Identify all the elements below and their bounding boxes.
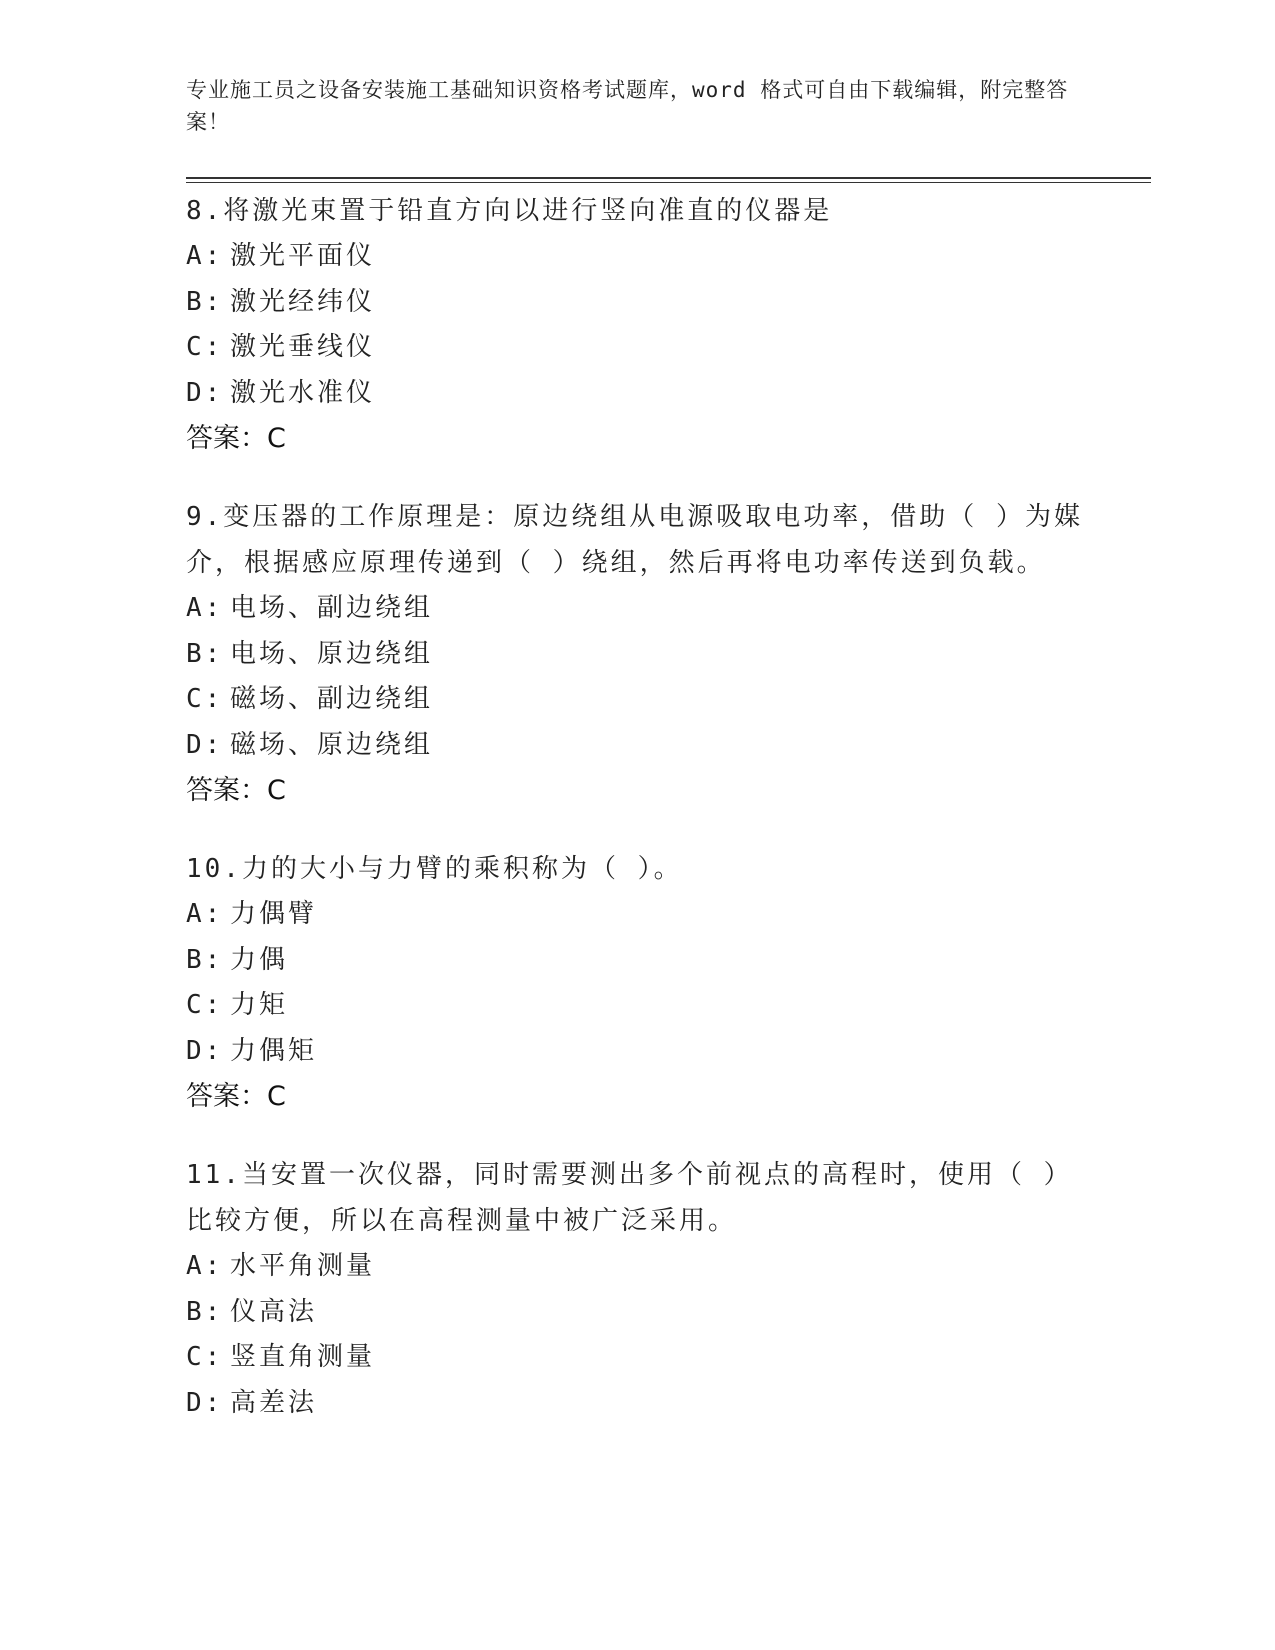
option-d [186, 1381, 1086, 1427]
option-text: 磁场、副边绕组 [230, 684, 434, 714]
option-text: 力偶臂 [230, 899, 318, 929]
answer-line: 答案：C [186, 423, 286, 454]
option-letter: C: [186, 1342, 224, 1372]
option-letter: D: [186, 377, 224, 408]
option-letter: D: [186, 729, 224, 760]
option-d [186, 371, 1086, 417]
option-text: 力矩 [230, 990, 289, 1020]
option-letter: A: [186, 593, 224, 623]
option-b [186, 938, 1086, 984]
option-letter: B: [186, 944, 224, 975]
option-letter: C: [186, 684, 224, 714]
option-text: 激光垂线仪 [230, 332, 376, 362]
option-b [186, 1290, 1086, 1336]
option-d [186, 723, 1086, 769]
option-text: 电场、副边绕组 [230, 593, 434, 623]
question-stem: 9.变压器的工作原理是：原边绕组从电源吸取电功率，借助（ ）为媒介，根据感应原理传递到（ ）绕组，然后再将电功率传送到负载。 [186, 502, 1083, 578]
option-d [186, 1029, 1086, 1075]
option-text: 激光经纬仪 [230, 286, 376, 317]
option-text: 仪高法 [230, 1296, 318, 1327]
question-stem: 8.将激光束置于铅直方向以进行竖向准直的仪器是 [186, 196, 833, 226]
option-c [186, 325, 1086, 371]
option-a [186, 234, 1086, 280]
option-text: 电场、原边绕组 [230, 638, 434, 669]
option-text: 力偶 [230, 944, 289, 975]
option-c [186, 677, 1086, 723]
option-letter: D: [186, 1035, 224, 1066]
question-list [186, 188, 1086, 1458]
answer-line: 答案：C [186, 775, 286, 806]
option-letter: B: [186, 1296, 224, 1327]
option-letter: A: [186, 241, 224, 271]
option-b [186, 280, 1086, 326]
question-stem: 10.力的大小与力臂的乘积称为（ ）。 [186, 854, 683, 884]
option-b [186, 632, 1086, 678]
option-c [186, 1335, 1086, 1381]
question-11 [186, 1152, 1086, 1426]
option-letter: C: [186, 990, 224, 1020]
option-letter: C: [186, 332, 224, 362]
option-text: 水平角测量 [230, 1251, 376, 1281]
option-letter: A: [186, 899, 224, 929]
option-a [186, 1244, 1086, 1290]
answer-line: 答案：C [186, 1081, 286, 1112]
option-letter: A: [186, 1251, 224, 1281]
option-letter: B: [186, 286, 224, 317]
option-a [186, 892, 1086, 938]
document-intro: 专业施工员之设备安装施工基础知识资格考试题库，word 格式可自由下载编辑，附完整答案！ [186, 78, 1069, 134]
option-text: 磁场、原边绕组 [230, 729, 434, 760]
option-c [186, 983, 1086, 1029]
question-stem: 11.当安置一次仪器，同时需要测出多个前视点的高程时，使用（ ）比较方便，所以在高程测量中被广泛采用。 [186, 1160, 1073, 1236]
question-8 [186, 188, 1086, 462]
option-text: 力偶矩 [230, 1035, 318, 1066]
option-letter: B: [186, 638, 224, 669]
option-text: 高差法 [230, 1387, 318, 1418]
option-text: 激光水准仪 [230, 377, 376, 408]
option-text: 竖直角测量 [230, 1342, 376, 1372]
header-divider-thin [186, 182, 1151, 183]
option-a [186, 586, 1086, 632]
question-9 [186, 494, 1086, 814]
option-text: 激光平面仪 [230, 241, 376, 271]
header-divider [186, 177, 1151, 179]
question-10 [186, 846, 1086, 1120]
option-letter: D: [186, 1387, 224, 1418]
